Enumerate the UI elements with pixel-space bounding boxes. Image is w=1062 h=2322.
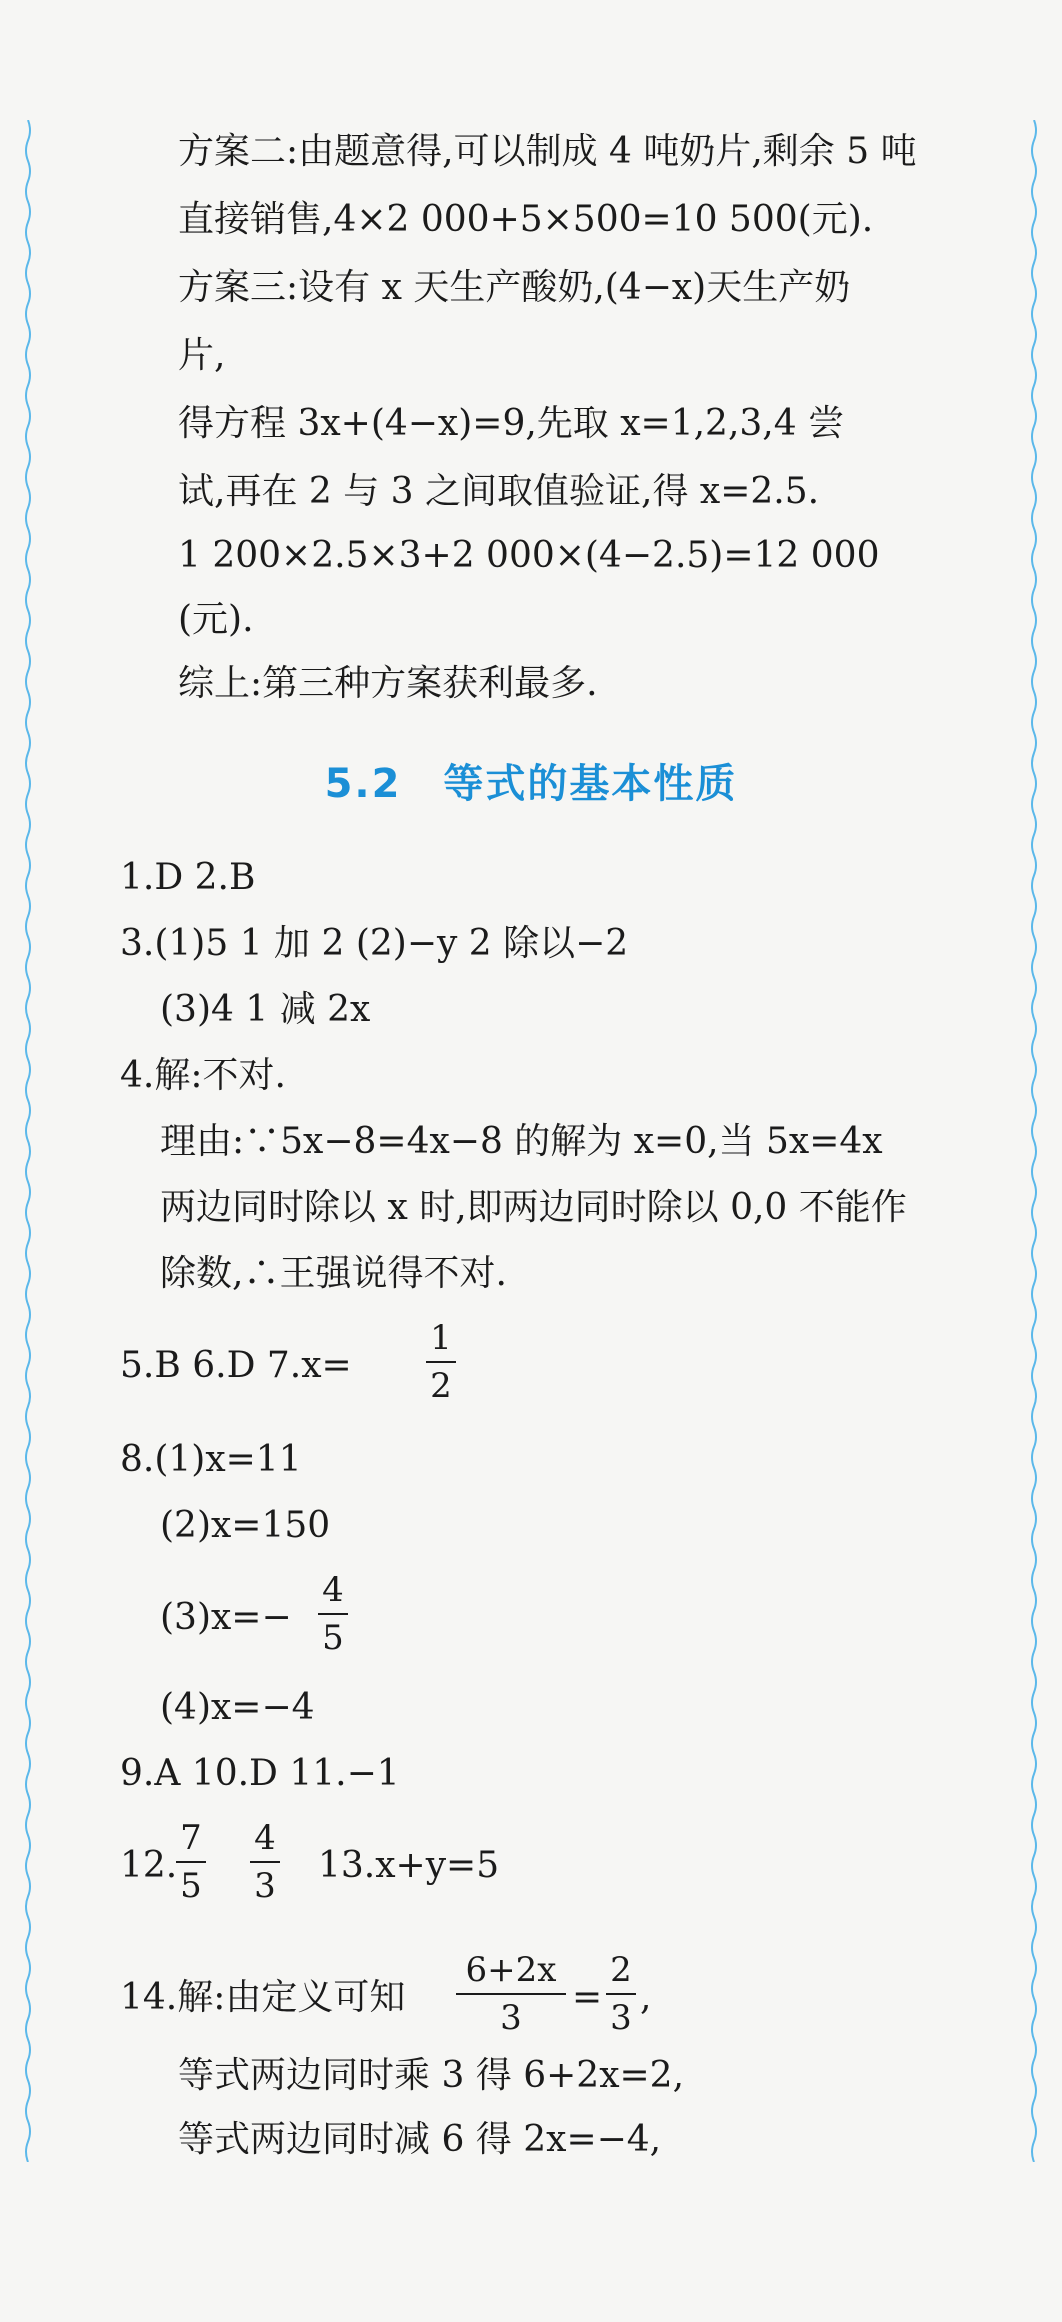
- equals-sign: =: [572, 1977, 603, 2018]
- section-heading: [0, 752, 1062, 809]
- answer-5-7: 5.B 6.D 7.x=: [120, 1345, 352, 1386]
- plan-two-line-1: 方案二:由题意得,可以制成 4 吨奶片,剩余 5 吨: [178, 131, 917, 172]
- fraction-bar: [606, 1993, 636, 1995]
- answer-4-line-3: 两边同时除以 x 时,即两边同时除以 0,0 不能作: [160, 1187, 907, 1228]
- comma: ,: [640, 1977, 652, 2018]
- answer-9-11: 9.A 10.D 11.−1: [120, 1753, 400, 1794]
- fraction-seven-fifths: [176, 1818, 206, 1906]
- answer-8-2: (2)x=150: [160, 1505, 331, 1546]
- fraction-two-thirds: [606, 1950, 636, 2038]
- answer-14-line-3: 等式两边同时减 6 得 2x=−4,: [178, 2119, 662, 2160]
- fraction-expression: [456, 1950, 566, 2038]
- answer-14-line-2: 等式两边同时乘 3 得 6+2x=2,: [178, 2055, 685, 2096]
- fraction-denominator: 3: [254, 1866, 276, 1906]
- profit-calc-line-2: (元).: [178, 599, 254, 640]
- answer-4-line-4: 除数,∴王强说得不对.: [160, 1253, 507, 1294]
- answer-3-line-1: 3.(1)5 1 加 2 (2)−y 2 除以−2: [120, 923, 629, 964]
- fraction-numerator: 6+2x: [465, 1950, 557, 1990]
- fraction-four-thirds: [250, 1818, 280, 1906]
- fraction-bar: [426, 1361, 456, 1363]
- answer-8-3: (3)x=−: [160, 1597, 292, 1638]
- fraction-denominator: 5: [322, 1618, 344, 1658]
- answer-4-line-1: 4.解:不对.: [120, 1055, 286, 1096]
- fraction-numerator: 7: [180, 1818, 202, 1858]
- right-decorative-border: [1030, 120, 1038, 2162]
- answer-13: 13.x+y=5: [318, 1845, 500, 1886]
- conclusion-line: 综上:第三种方案获利最多.: [178, 663, 598, 704]
- answer-8-4: (4)x=−4: [160, 1687, 315, 1728]
- equation-line-2: 试,再在 2 与 3 之间取值验证,得 x=2.5.: [178, 471, 820, 512]
- answer-12-label: 12.: [120, 1845, 178, 1886]
- fraction-bar: [176, 1861, 206, 1863]
- plan-two-line-2: 直接销售,4×2 000+5×500=10 500(元).: [178, 199, 874, 240]
- fraction-denominator: 3: [500, 1998, 522, 2038]
- fraction-numerator: 1: [430, 1318, 452, 1358]
- fraction-numerator: 4: [254, 1818, 276, 1858]
- answer-14-line-1: 14.解:由定义可知: [120, 1977, 406, 2018]
- fraction-bar: [250, 1861, 280, 1863]
- equation-line-1: 得方程 3x+(4−x)=9,先取 x=1,2,3,4 尝: [178, 403, 845, 444]
- fraction-bar: [456, 1993, 566, 1995]
- fraction-denominator: 3: [610, 1998, 632, 2038]
- answer-8-1: 8.(1)x=11: [120, 1439, 302, 1480]
- fraction-numerator: 4: [322, 1570, 344, 1610]
- fraction-one-half: [426, 1318, 456, 1406]
- left-decorative-border: [24, 120, 32, 2162]
- fraction-denominator: 5: [180, 1866, 202, 1906]
- plan-three-line-2: 片,: [178, 335, 226, 376]
- plan-three-line-1: 方案三:设有 x 天生产酸奶,(4−x)天生产奶: [178, 267, 851, 308]
- section-number: 5.2: [324, 761, 402, 807]
- fraction-numerator: 2: [610, 1950, 632, 1990]
- fraction-denominator: 2: [430, 1366, 452, 1406]
- profit-calc-line-1: 1 200×2.5×3+2 000×(4−2.5)=12 000: [178, 535, 880, 576]
- fraction-bar: [318, 1613, 348, 1615]
- fraction-four-fifths: [318, 1570, 348, 1658]
- answer-1-2: 1.D 2.B: [120, 857, 256, 898]
- section-title: 等式的基本性质: [443, 761, 738, 807]
- answer-3-line-2: (3)4 1 减 2x: [160, 989, 371, 1030]
- answer-4-line-2: 理由:∵5x−8=4x−8 的解为 x=0,当 5x=4x: [160, 1121, 883, 1162]
